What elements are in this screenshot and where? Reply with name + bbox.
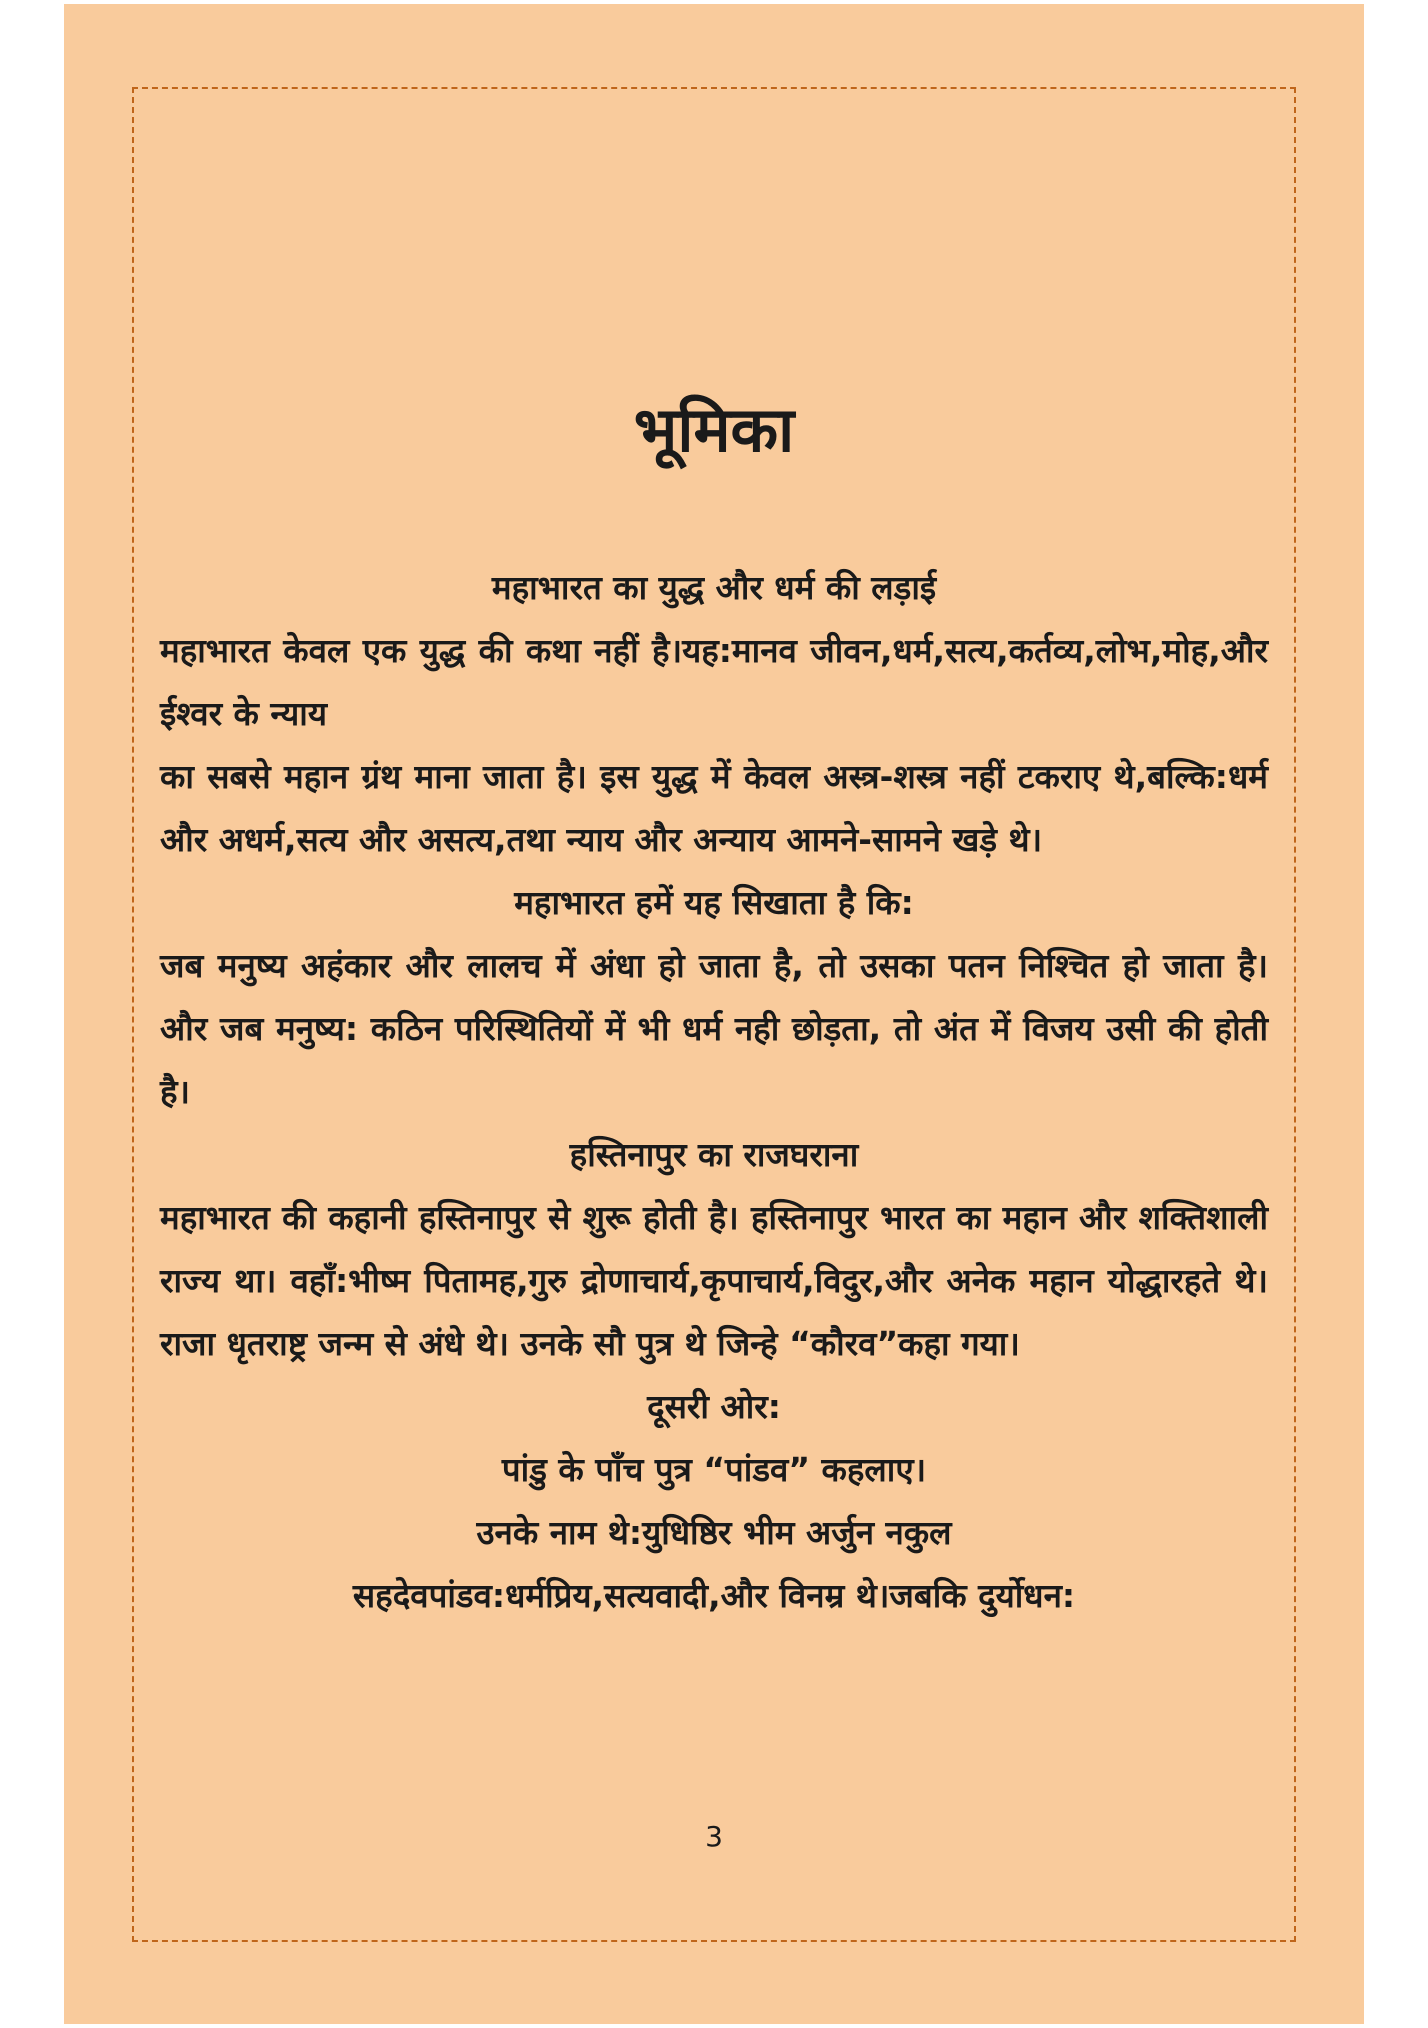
paragraph-teaching: जब मनुष्य अहंकार और लालच में अंधा हो जाता है, तो उसका पतन निश्चित हो जाता है।और जब मनुष्य: कठिन परिस्थितियों में भी धर्म नही छोड़ता, तो अंत में विजय उसी की होती है। [160,946,1268,1111]
paragraph-hastinapur: महाभारत की कहानी हस्तिनापुर से शुरू होती है। हस्तिनापुर भारत का महान और शक्तिशाली राज्य था। वहाँ:भीष्म पितामह,गुरु द्रोणाचार्य,कृपाचार्य,विदुर,और अनेक महान योद्धारहते थे।राजा धृतराष्ट्र जन्म से अंधे थे। उनके सौ पुत्र थे जिन्हे “कौरव”कहा गया। [160,1198,1268,1363]
line-sahadev: सहदेवपांडव:धर्मप्रिय,सत्यवादी,और विनम्र थे।जबकि दुर्योधन: [352,1576,1076,1615]
section-heading-teaching: महाभारत हमें यह सिखाता है कि: [514,883,914,922]
page-number: 3 [705,1820,723,1853]
book-page [64,4,1364,2024]
section-heading-war: महाभारत का युद्ध और धर्म की लड़ाई [491,568,937,607]
section-heading-hastinapur: हस्तिनापुर का राजघराना [569,1135,859,1174]
paragraph-intro-a: महाभारत केवल एक युद्ध की कथा नहीं है।यह:मानव जीवन,धर्म,सत्य,कर्तव्य,लोभ,मोह,और ईश्वर के न्याय [160,631,1268,733]
page-content [160,556,1268,1627]
line-other-side: दूसरी ओर: [647,1387,781,1426]
line-names: उनके नाम थे:युधिष्ठिर भीम अर्जुन नकुल [476,1513,952,1552]
line-pandavas: पांडु के पाँच पुत्र “पांडव” कहलाए। [501,1450,927,1489]
page-title: भूमिका [633,393,795,466]
paragraph-intro-b: का सबसे महान ग्रंथ माना जाता है। इस युद्ध में केवल अस्त्र-शस्त्र नहीं टकराए थे,बल्कि:धर्म और अधर्म,सत्य और असत्य,तथा न्याय और अन्याय आमने-सामने खड़े थे। [160,757,1268,859]
